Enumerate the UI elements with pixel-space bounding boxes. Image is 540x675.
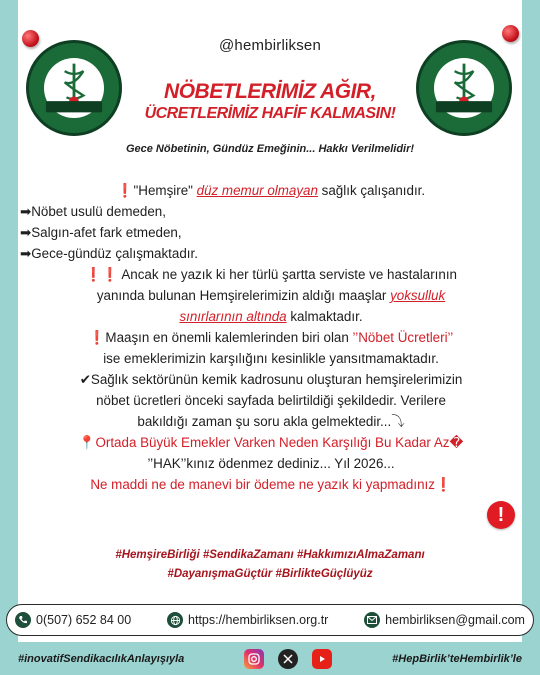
question-line: 📍Ortada Büyük Emekler Varken Neden Karşılığı Bu Kadar Az� — [78, 435, 464, 450]
hak-line: ’’HAK’’kınız ödenmez dediniz... Yıl 2026... — [147, 456, 395, 471]
contact-bar — [6, 604, 534, 636]
paragraph-4: ✔Sağlık sektörünün kemik kadrosunu oluşturan hemşirelerimizin nöbet ücretleri önceki sayfada belirtildiği şekildedir. Verilere bakıldığı zaman şu soru akla gelmektedir...⤵ — [79, 372, 463, 429]
exclamation-icon: ❗ — [116, 183, 134, 198]
curved-arrow-icon: ⤵ — [391, 414, 405, 429]
headline-line1: NÖBETLERİMİZ AĞIR, — [164, 80, 376, 103]
footer-left-tag: #inovatifSendikacılıkAnlayışıyla — [18, 652, 185, 665]
arrow-right-icon: ➡ — [20, 246, 32, 261]
paragraph-3: ❗Maaşın en önemli kalemlerinden biri olan ’’Nöbet Ücretleri’’ ise emeklerimizin karşılığını kesinlikle yansıtmamaktadır. — [88, 330, 454, 366]
emphasis-not-civil-servant: düz memur olmayan — [196, 183, 318, 198]
contact-phone[interactable]: 0(507) 652 84 00 — [15, 612, 131, 628]
youtube-icon[interactable] — [312, 649, 332, 669]
arrow-right-icon: ➡ — [20, 225, 32, 240]
phone-icon — [15, 612, 31, 628]
social-icons — [244, 649, 332, 669]
pin-icon: 📍 — [78, 435, 96, 450]
subtitle: Gece Nöbetinin, Gündüz Emeğinin... Hakkı Verilmelidir! — [125, 143, 415, 155]
headline-line2: ÜCRETLERİMİZ HAFİF KALMASIN! — [144, 105, 396, 122]
bullet-1: ➡Nöbet usulü demeden, — [20, 204, 166, 219]
x-twitter-icon[interactable] — [278, 649, 298, 669]
hashtags-line2: #DayanışmaGüçtür #BirlikteGüçlüyüz — [167, 568, 373, 580]
hashtags-line1: #HemşireBirliği #SendikaZamanı #HakkımızıAlmaZamanı — [115, 549, 425, 561]
paragraph-1: ❗"Hemşire" düz memur olmayan sağlık çalışanıdır. — [116, 183, 426, 198]
exclamation-icon: ❗ — [434, 477, 452, 492]
union-logo-left — [26, 40, 122, 136]
commission-logo-right — [416, 40, 512, 136]
footer-right-tag: #HepBirlik’teHembirlik’le — [392, 652, 522, 665]
closing-line: Ne maddi ne de manevi bir ödeme ne yazık ki yapmadınız❗ — [90, 477, 452, 492]
instagram-icon[interactable] — [244, 649, 264, 669]
alert-badge-icon: ! — [487, 501, 515, 529]
exclamation-icon: ❗❗ — [84, 267, 119, 282]
arrow-right-icon: ➡ — [20, 204, 32, 219]
mail-icon — [364, 612, 380, 628]
instagram-handle: @hembirliksen — [218, 37, 322, 54]
bullet-3: ➡Gece-gündüz çalışmaktadır. — [20, 246, 198, 261]
body-text — [20, 180, 522, 495]
paragraph-2: ❗❗ Ancak ne yazık ki her türlü şartta serviste ve hastalarının yanında bulunan Hemşirelerimizin aldığı maaşlar yoksulluk sınırlarının altında kalmaktadır. — [84, 267, 457, 324]
exclamation-icon: ❗ — [88, 330, 106, 345]
footer-bar — [0, 642, 540, 675]
globe-icon — [167, 612, 183, 628]
contact-website[interactable]: https://hembirliksen.org.tr — [167, 612, 328, 628]
contact-email[interactable]: hembirliksen@gmail.com — [364, 612, 525, 628]
bullet-2: ➡Salgın-afet fark etmeden, — [20, 225, 182, 240]
checkmark-icon: ✔ — [79, 372, 91, 387]
